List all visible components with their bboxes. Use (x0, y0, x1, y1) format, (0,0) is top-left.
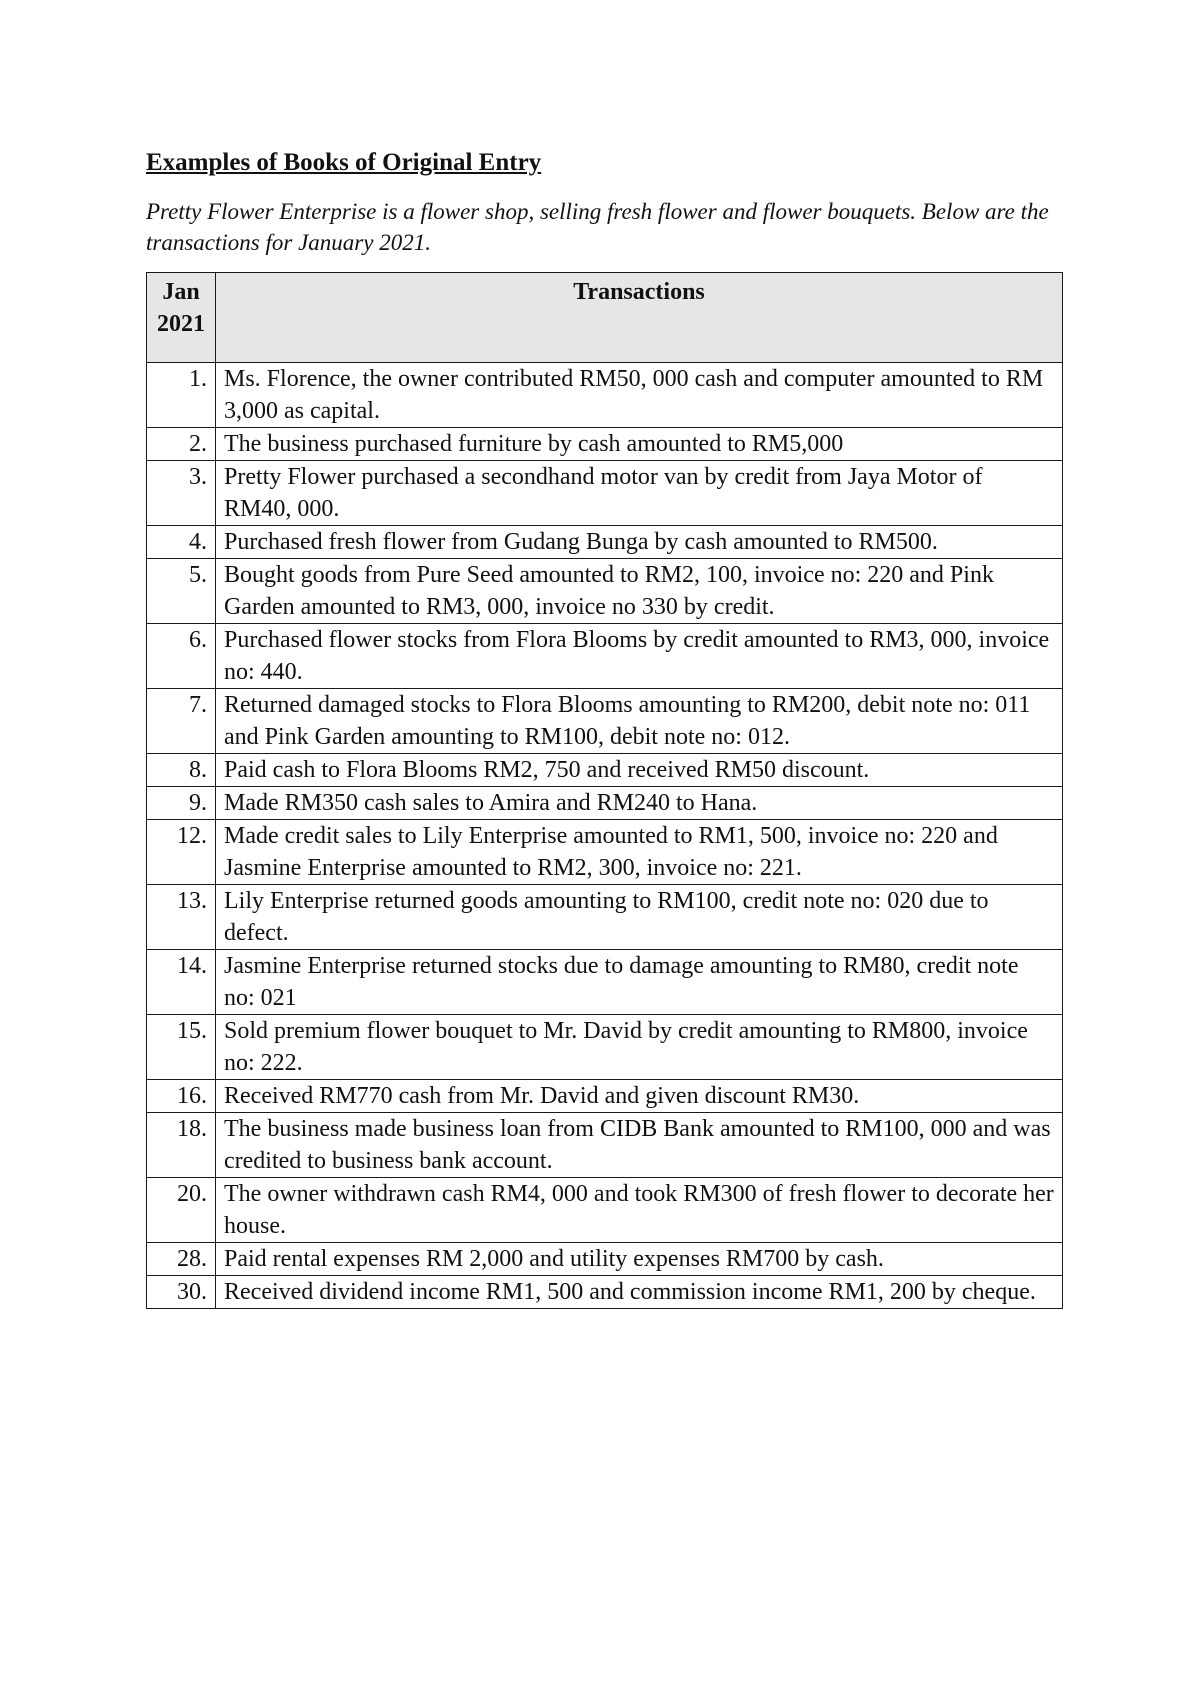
row-date: 7. (147, 689, 216, 754)
row-transaction: Bought goods from Pure Seed amounted to RM2, 100, invoice no: 220 and Pink Garden amounted to RM3, 000, invoice no 330 by credit. (216, 559, 1063, 624)
table-row (147, 820, 1063, 885)
row-transaction: Made credit sales to Lily Enterprise amounted to RM1, 500, invoice no: 220 and Jasmine Enterprise amounted to RM2, 300, invoice no: 221. (216, 820, 1063, 885)
table-row (147, 428, 1063, 461)
row-date: 3. (147, 461, 216, 526)
table-row (147, 461, 1063, 526)
row-date: 1. (147, 363, 216, 428)
table-row (147, 624, 1063, 689)
row-transaction: Ms. Florence, the owner contributed RM50, 000 cash and computer amounted to RM 3,000 as capital. (216, 363, 1063, 428)
table-row (147, 363, 1063, 428)
table-row (147, 1276, 1063, 1309)
row-transaction: Received RM770 cash from Mr. David and given discount RM30. (216, 1080, 1063, 1113)
table-row (147, 1178, 1063, 1243)
row-transaction: Returned damaged stocks to Flora Blooms amounting to RM200, debit note no: 011 and Pink Garden amounting to RM100, debit note no: 012. (216, 689, 1063, 754)
row-transaction: Paid cash to Flora Blooms RM2, 750 and received RM50 discount. (216, 754, 1063, 787)
row-transaction: Sold premium flower bouquet to Mr. David by credit amounting to RM800, invoice no: 222. (216, 1015, 1063, 1080)
row-transaction: Paid rental expenses RM 2,000 and utility expenses RM700 by cash. (216, 1243, 1063, 1276)
document-title: Examples of Books of Original Entry (146, 149, 542, 176)
table-row (147, 689, 1063, 754)
header-date-year: 2021 (157, 311, 205, 337)
table-header-row (147, 273, 1063, 363)
row-transaction: Purchased flower stocks from Flora Blooms by credit amounted to RM3, 000, invoice no: 440. (216, 624, 1063, 689)
row-transaction: Received dividend income RM1, 500 and commission income RM1, 200 by cheque. (216, 1276, 1063, 1309)
transactions-body (147, 363, 1063, 1309)
table-row (147, 1243, 1063, 1276)
table-row (147, 1080, 1063, 1113)
row-date: 2. (147, 428, 216, 461)
row-transaction: The business purchased furniture by cash amounted to RM5,000 (216, 428, 1063, 461)
row-date: 15. (147, 1015, 216, 1080)
row-date: 8. (147, 754, 216, 787)
intro-paragraph: Pretty Flower Enterprise is a flower shop, selling fresh flower and flower bouquets. Below are the transactions for January 2021. (146, 199, 1049, 255)
header-date-month: Jan (162, 279, 200, 305)
row-transaction: The business made business loan from CIDB Bank amounted to RM100, 000 and was credited to business bank account. (216, 1113, 1063, 1178)
row-date: 12. (147, 820, 216, 885)
row-transaction: Made RM350 cash sales to Amira and RM240 to Hana. (216, 787, 1063, 820)
row-date: 20. (147, 1178, 216, 1243)
transactions-table (146, 272, 1063, 1309)
table-row (147, 787, 1063, 820)
header-transactions: Transactions (216, 273, 1063, 363)
table-row (147, 526, 1063, 559)
table-row (147, 1015, 1063, 1080)
header-date (147, 273, 216, 363)
row-date: 6. (147, 624, 216, 689)
table-row (147, 559, 1063, 624)
row-transaction: Lily Enterprise returned goods amounting to RM100, credit note no: 020 due to defect. (216, 885, 1063, 950)
row-date: 14. (147, 950, 216, 1015)
table-row (147, 1113, 1063, 1178)
row-transaction: Purchased fresh flower from Gudang Bunga by cash amounted to RM500. (216, 526, 1063, 559)
table-row (147, 754, 1063, 787)
row-transaction: The owner withdrawn cash RM4, 000 and took RM300 of fresh flower to decorate her house. (216, 1178, 1063, 1243)
table-row (147, 885, 1063, 950)
row-transaction: Pretty Flower purchased a secondhand motor van by credit from Jaya Motor of RM40, 000. (216, 461, 1063, 526)
row-date: 13. (147, 885, 216, 950)
row-date: 30. (147, 1276, 216, 1309)
row-date: 28. (147, 1243, 216, 1276)
row-date: 5. (147, 559, 216, 624)
row-date: 16. (147, 1080, 216, 1113)
row-transaction: Jasmine Enterprise returned stocks due to damage amounting to RM80, credit note no: 021 (216, 950, 1063, 1015)
table-row (147, 950, 1063, 1015)
row-date: 18. (147, 1113, 216, 1178)
row-date: 9. (147, 787, 216, 820)
row-date: 4. (147, 526, 216, 559)
